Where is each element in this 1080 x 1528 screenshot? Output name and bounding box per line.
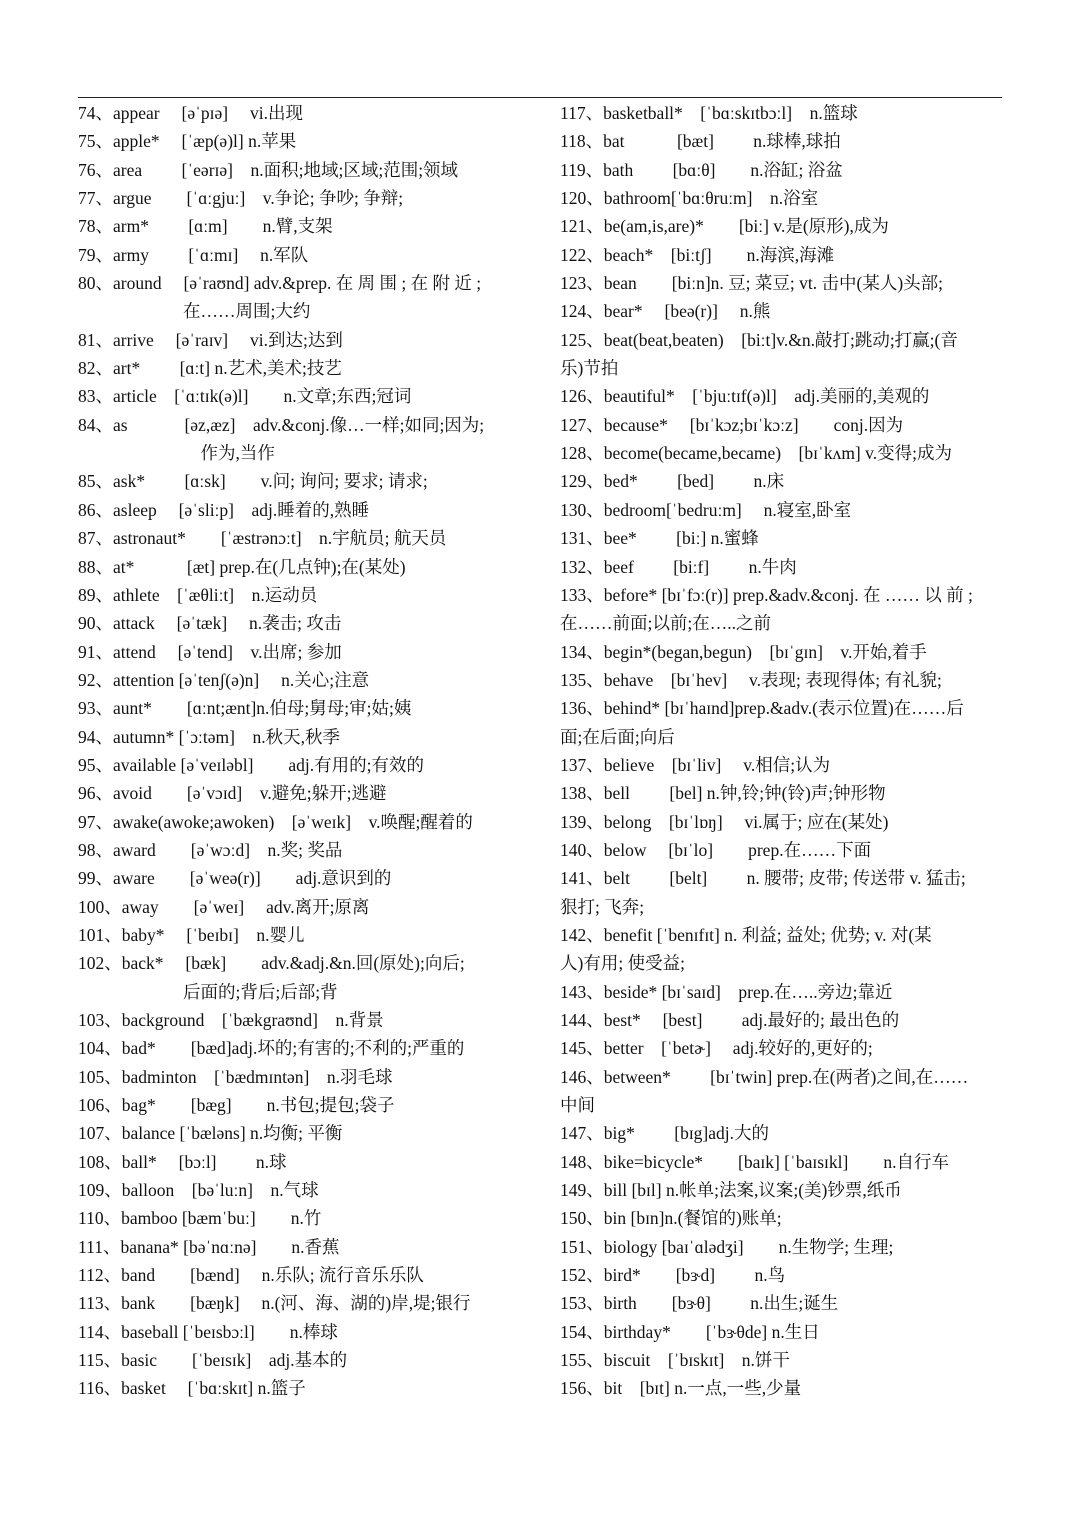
vocab-entry-line: 130、bedroom[ˈbedruːm] n.寝室,卧室 — [560, 499, 852, 520]
vocab-entry-line: 101、baby* [ˈbeɪbɪ] n.婴儿 — [78, 924, 305, 945]
vocab-entry-line: 138、bell [bel] n.钟,铃;钟(铃)声;钟形物 — [560, 783, 886, 804]
vocab-entry-line: 144、best* [best] adj.最好的; 最出色的 — [560, 1010, 900, 1030]
vocab-entry-line: 154、birthday* [ˈbɝθde] n.生日 — [560, 1321, 820, 1342]
vocabulary-column-right — [560, 99, 1006, 1403]
vocab-entry-line: 152、bird* [bɝd] n.鸟 — [560, 1265, 786, 1286]
vocab-entry-line: 142、benefit [ˈbenɪfɪt] n. 利益; 益处; 优势; v. 对(某 — [560, 924, 932, 945]
vocab-entry-line: 人)有用; 使受益; — [560, 953, 685, 974]
vocab-entry-line: 102、back* [bæk] adv.&adj.&n.回(原处);向后; — [78, 953, 465, 974]
vocabulary-column-left — [78, 99, 530, 1403]
vocab-entry-line: 面;在后面;向后 — [560, 726, 675, 747]
vocab-entry-line: 92、attention [əˈtenʃ(ə)n] n.关心;注意 — [78, 669, 370, 690]
vocab-entry-line: 103、background [ˈbækgraʊnd] n.背景 — [78, 1010, 384, 1030]
vocab-entry-line: 87、astronaut* [ˈæstrənɔːt] n.宇航员; 航天员 — [78, 528, 447, 549]
vocab-entry-line: 77、argue [ˈɑːgjuː] v.争论; 争吵; 争辩; — [78, 188, 404, 209]
vocab-entry-line: 113、bank [bæŋk] n.(河、海、湖的)岸,堤;银行 — [78, 1293, 471, 1314]
vocab-entry-line: 79、army [ˈɑːmɪ] n.军队 — [78, 244, 309, 265]
vocab-entry-line: 95、available [əˈveɪləbl] adj.有用的;有效的 — [78, 754, 425, 775]
vocab-entry-line: 136、behind* [bɪˈhaɪnd]prep.&adv.(表示位置)在……后 — [560, 698, 964, 719]
vocab-entry-line: 中间 — [560, 1095, 595, 1116]
vocab-entry-line: 74、appear [əˈpɪə] vi.出现 — [78, 103, 303, 123]
vocab-entry-line: 109、balloon [bəˈluːn] n.气球 — [78, 1180, 319, 1201]
vocab-entry-line: 98、award [əˈwɔːd] n.奖; 奖品 — [78, 839, 343, 860]
vocab-entry-line: 112、band [bænd] n.乐队; 流行音乐乐队 — [78, 1265, 424, 1286]
vocab-entry-line: 75、apple* [ˈæp(ə)l] n.苹果 — [78, 131, 297, 152]
vocab-entry-line: 106、bag* [bæg] n.书包;提包;袋子 — [78, 1095, 395, 1116]
vocab-entry-line: 137、believe [bɪˈliv] v.相信;认为 — [560, 754, 831, 775]
vocab-entry-line: 118、bat [bæt] n.球棒,球拍 — [560, 131, 841, 152]
vocab-entry-line: 124、bear* [beə(r)] n.熊 — [560, 301, 771, 322]
vocab-entry-line: 125、beat(beat,beaten) [biːt]v.&n.敲打;跳动;打赢;(音 — [560, 329, 958, 350]
vocab-entry-line: 81、arrive [əˈraɪv] vi.到达;达到 — [78, 329, 343, 350]
vocab-entry-line: 131、bee* [biː] n.蜜蜂 — [560, 528, 759, 549]
vocab-entry-line: 156、bit [bɪt] n.一点,一些,少量 — [560, 1378, 802, 1399]
vocab-entry-line: 作为,当作 — [78, 443, 275, 464]
vocab-entry-line: 82、art* [ɑːt] n.艺术,美术;技艺 — [78, 358, 342, 379]
vocab-entry-line: 90、attack [əˈtæk] n.袭击; 攻击 — [78, 613, 342, 634]
vocab-entry-line: 147、big* [bɪg]adj.大的 — [560, 1123, 770, 1144]
vocab-entry-line: 91、attend [əˈtend] v.出席; 参加 — [78, 641, 342, 662]
vocab-entry-line: 150、bin [bɪn]n.(餐馆的)账单; — [560, 1208, 782, 1229]
vocab-entry-line: 141、belt [belt] n. 腰带; 皮带; 传送带 v. 猛击; — [560, 868, 966, 889]
vocab-entry-line: 在……周围;大约 — [78, 301, 311, 322]
vocab-entry-line: 96、avoid [əˈvɔɪd] v.避免;躲开;逃避 — [78, 783, 387, 804]
vocab-entry-line: 99、aware [əˈweə(r)] adj.意识到的 — [78, 868, 392, 889]
vocab-entry-line: 94、autumn* [ˈɔːtəm] n.秋天,秋季 — [78, 726, 340, 747]
vocab-entry-line: 76、area [ˈeərɪə] n.面积;地域;区域;范围;领域 — [78, 159, 459, 180]
top-rule — [78, 97, 1002, 98]
vocab-entry-line: 111、banana* [bəˈnɑːnə] n.香蕉 — [78, 1236, 340, 1257]
vocab-entry-line: 120、bathroom[ˈbɑːθruːm] n.浴室 — [560, 188, 819, 209]
vocab-entry-line: 145、better [ˈbetɚ] adj.较好的,更好的; — [560, 1038, 873, 1059]
vocab-entry-line: 93、aunt* [ɑːnt;ænt]n.伯母;舅母;审;姑;姨 — [78, 698, 412, 719]
vocab-entry-line: 148、bike=bicycle* [baɪk] [ˈbaɪsɪkl] n.自行车 — [560, 1151, 949, 1172]
vocab-entry-line: 134、begin*(began,begun) [bɪˈgɪn] v.开始,着手 — [560, 641, 927, 662]
vocab-entry-line: 126、beautiful* [ˈbjuːtɪf(ə)l] adj.美丽的,美观的 — [560, 386, 930, 407]
vocab-entry-line: 155、biscuit [ˈbɪskɪt] n.饼干 — [560, 1350, 790, 1371]
vocab-entry-line: 143、beside* [bɪˈsaɪd] prep.在…..旁边;靠近 — [560, 981, 893, 1002]
vocab-entry-line: 121、be(am,is,are)* [biː] v.是(原形),成为 — [560, 216, 889, 237]
vocab-entry-line: 122、beach* [biːtʃ] n.海滨,海滩 — [560, 244, 835, 265]
vocab-entry-line: 后面的;背后;后部;背 — [78, 981, 338, 1002]
vocab-entry-line: 85、ask* [ɑːsk] v.问; 询问; 要求; 请求; — [78, 471, 428, 492]
vocab-entry-line: 119、bath [bɑːθ] n.浴缸; 浴盆 — [560, 159, 843, 180]
vocab-entry-line: 129、bed* [bed] n.床 — [560, 471, 785, 492]
vocab-entry-line: 86、asleep [əˈsliːp] adj.睡着的,熟睡 — [78, 499, 370, 520]
vocab-entry-line: 107、balance [ˈbæləns] n.均衡; 平衡 — [78, 1123, 343, 1144]
vocab-entry-line: 153、birth [bɝθ] n.出生;诞生 — [560, 1293, 839, 1314]
vocab-entry-line: 146、between* [bɪˈtwin] prep.在(两者)之间,在…… — [560, 1066, 969, 1087]
vocab-entry-line: 115、basic [ˈbeɪsɪk] adj.基本的 — [78, 1350, 348, 1371]
vocab-entry-line: 139、belong [bɪˈlɒŋ] vi.属于; 应在(某处) — [560, 811, 889, 832]
vocab-entry-line: 114、baseball [ˈbeɪsbɔːl] n.棒球 — [78, 1321, 338, 1342]
vocab-entry-line: 狠打; 飞奔; — [560, 896, 645, 917]
vocab-entry-line: 89、athlete [ˈæθliːt] n.运动员 — [78, 584, 318, 605]
vocab-entry-line: 乐)节拍 — [560, 358, 619, 379]
vocab-entry-line: 84、as [əz,æz] adv.&conj.像…一样;如同;因为; — [78, 414, 485, 435]
vocab-entry-line: 83、article [ˈɑːtɪk(ə)l] n.文章;东西;冠词 — [78, 386, 412, 407]
vocab-entry-line: 132、beef [biːf] n.牛肉 — [560, 556, 797, 577]
vocab-entry-line: 在……前面;以前;在…..之前 — [560, 613, 771, 634]
vocab-entry-line: 116、basket [ˈbɑːskɪt] n.篮子 — [78, 1378, 306, 1399]
vocab-entry-line: 105、badminton [ˈbædmɪntən] n.羽毛球 — [78, 1066, 393, 1087]
vocab-entry-line: 80、around [əˈraʊnd] adv.&prep. 在 周 围 ; 在 附 近 ; — [78, 273, 482, 294]
vocab-entry-line: 108、ball* [bɔːl] n.球 — [78, 1151, 287, 1172]
vocab-entry-line: 128、become(became,became) [bɪˈkʌm] v.变得;成为 — [560, 443, 952, 464]
vocab-entry-line: 149、bill [bɪl] n.帐单;法案,议案;(美)钞票,纸币 — [560, 1180, 902, 1201]
vocab-entry-line: 140、below [bɪˈlo] prep.在……下面 — [560, 839, 872, 860]
vocab-entry-line: 117、basketball* [ˈbɑːskɪtbɔːl] n.篮球 — [560, 103, 858, 123]
vocab-entry-line: 88、at* [æt] prep.在(几点钟);在(某处) — [78, 556, 406, 577]
vocab-entry-line: 100、away [əˈweɪ] adv.离开;原离 — [78, 896, 370, 917]
vocab-entry-line: 123、bean [biːn]n. 豆; 菜豆; vt. 击中(某人)头部; — [560, 273, 944, 294]
vocab-entry-line: 127、because* [bɪˈkɔz;bɪˈkɔːz] conj.因为 — [560, 414, 904, 435]
vocab-entry-line: 104、bad* [bæd]adj.坏的;有害的;不利的;严重的 — [78, 1038, 465, 1059]
vocab-entry-line: 151、biology [baɪˈɑlədʒi] n.生物学; 生理; — [560, 1236, 894, 1257]
vocab-entry-line: 110、bamboo [bæmˈbuː] n.竹 — [78, 1208, 322, 1229]
vocab-entry-line: 78、arm* [ɑːm] n.臂,支架 — [78, 216, 333, 237]
vocab-entry-line: 133、before* [bɪˈfɔː(r)] prep.&adv.&conj. 在 …… 以 前 ; — [560, 584, 973, 605]
vocab-entry-line: 97、awake(awoke;awoken) [əˈweɪk] v.唤醒;醒着的 — [78, 811, 473, 832]
vocab-entry-line: 135、behave [bɪˈhev] v.表现; 表现得体; 有礼貌; — [560, 669, 942, 690]
